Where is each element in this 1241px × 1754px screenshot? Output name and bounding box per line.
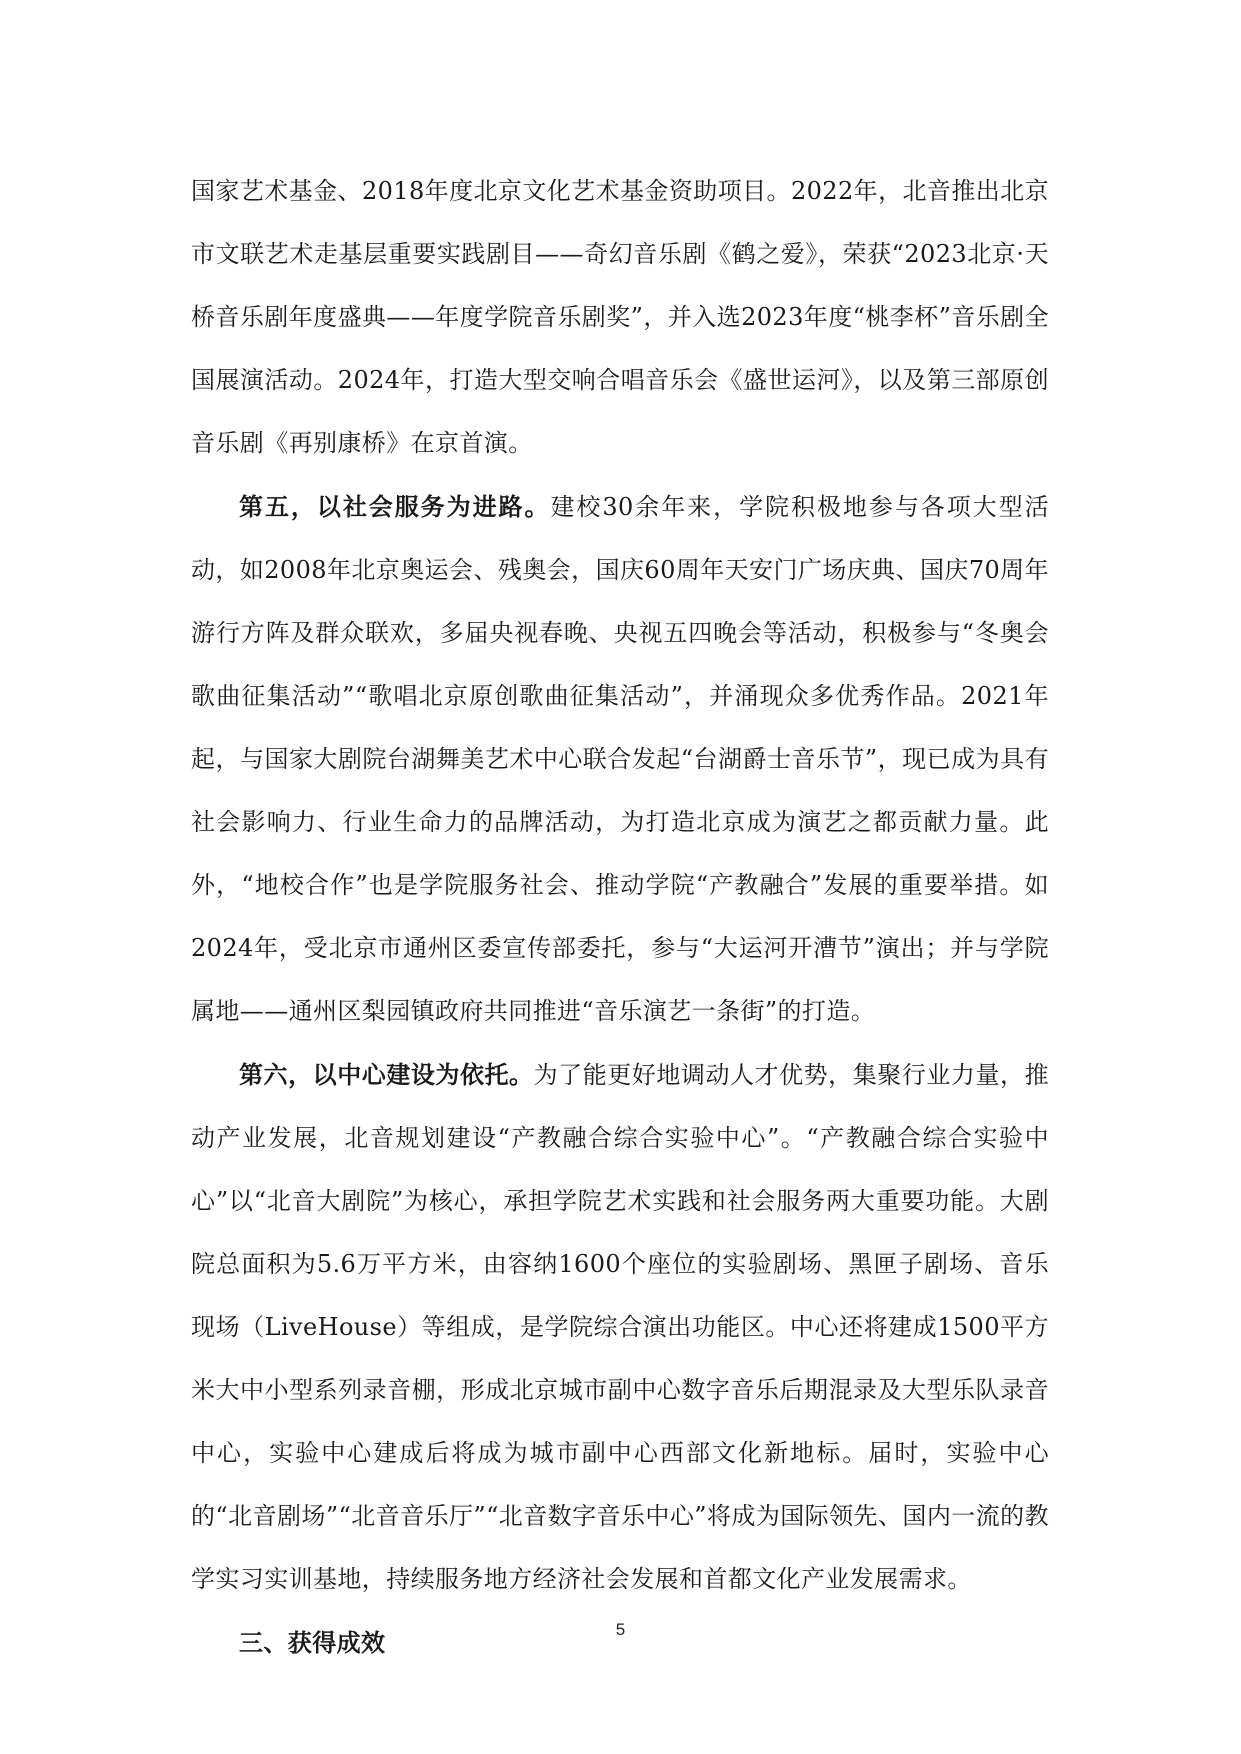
paragraph-social-service xyxy=(191,475,1049,1043)
paragraph-continuation xyxy=(191,160,1049,475)
paragraph-text: 国家艺术基金、2018年度北京文化艺术基金资助项目。2022年，北音推出北京市文联艺术走基层重要实践剧目——奇幻音乐剧《鹤之爱》，荣获“2023北京·天桥音乐剧年度盛典——年度学院音乐剧奖”，并入选2023年度“桃李杯”音乐剧全国展演活动。2024年，打造大型交响合唱音乐会《盛世运河》，以及第三部原创音乐剧《再别康桥》在京首演。 xyxy=(191,177,1049,457)
paragraph-lead: 第五，以社会服务为进路。 xyxy=(239,492,551,521)
paragraph-text: 为了能更好地调动人才优势，集聚行业力量，推动产业发展，北音规划建设“产教融合综合实验中心”。“产教融合综合实验中心”以“北音大剧院”为核心，承担学院艺术实践和社会服务两大重要功能。大剧院总面积为5.6万平方米，由容纳1600个座位的实验剧场、黑匣子剧场、音乐现场（LiveHouse）等组成，是学院综合演出功能区。中心还将建成1500平方米大中小型系列录音棚，形成北京城市副中心数字音乐后期混录及大型乐队录音中心，实验中心建成后将成为城市副中心西部文化新地标。届时，实验中心的“北音剧场”“北音音乐厅”“北音数字音乐中心”将成为国际领先、国内一流的教学实习实训基地，持续服务地方经济社会发展和首都文化产业发展需求。 xyxy=(191,1061,1049,1593)
paragraph-center-construction xyxy=(191,1043,1049,1611)
page-number: 5 xyxy=(615,1620,626,1639)
document-body xyxy=(191,160,1049,1674)
paragraph-text: 建校30余年来，学院积极地参与各项大型活动，如2008年北京奥运会、残奥会，国庆60周年天安门广场庆典、国庆70周年游行方阵及群众联欢，多届央视春晚、央视五四晚会等活动，积极参与“冬奥会歌曲征集活动”“歌唱北京原创歌曲征集活动”，并涌现众多优秀作品。2021年起，与国家大剧院台湖舞美艺术中心联合发起“台湖爵士音乐节”，现已成为具有社会影响力、行业生命力的品牌活动，为打造北京成为演艺之都贡献力量。此外，“地校合作”也是学院服务社会、推动学院“产教融合”发展的重要举措。如2024年，受北京市通州区委宣传部委托，参与“大运河开漕节”演出；并与学院属地——通州区梨园镇政府共同推进“音乐演艺一条街”的打造。 xyxy=(191,493,1049,1025)
section-heading: 三、获得成效 xyxy=(239,1628,386,1657)
paragraph-lead: 第六，以中心建设为依托。 xyxy=(239,1060,534,1089)
